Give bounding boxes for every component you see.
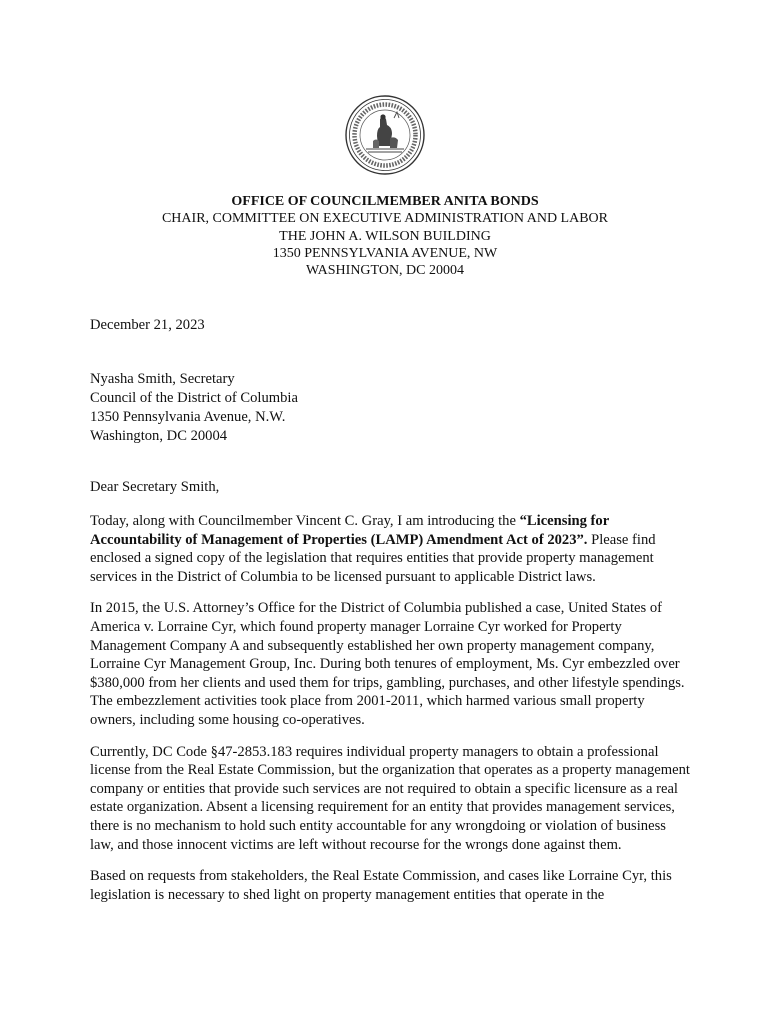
office-name: OFFICE OF COUNCILMEMBER ANITA BONDS [231, 194, 539, 209]
recipient-city: Washington, DC 20004 [90, 428, 228, 444]
paragraph-rationale: Based on requests from stakeholders, the Real Estate Commission, and cases like Lorraine Cyr, this legislation is necessary to shed light on property management entities that operate in the [90, 868, 672, 903]
letterhead [0, 193, 770, 279]
letterhead-city: WASHINGTON, DC 20004 [305, 263, 465, 279]
letter-date: December 21, 2023 [90, 317, 205, 333]
letterhead-building: THE JOHN A. WILSON BUILDING [279, 228, 491, 244]
paragraph-case: In 2015, the U.S. Attorney’s Office for the District of Columbia published a case, United States of America v. Lorraine Cyr, which found property manager Lorraine Cyr worked for Property Management Company A and subsequently established her own property management company, Lorraine Cyr Management Group, Inc. During both tenures of employment, Ms. Cyr embezzled over $380,000 from her clients and used them for trips, gambling, purchases, and other lifestyle spendings. The embezzlement activities took place from 2001-2011, which harmed various small property owners, including some housing co-operatives. [90, 600, 685, 728]
paragraph-current-law: Currently, DC Code §47-2853.183 requires individual property managers to obtain a professional license from the Real Estate Commission, but the organization that operates as a property management company or entities that provide such services are not required to obtain a specific licensure as a real estate organization. Absent a licensing requirement for an entity that provides management services, there is no mechanism to hold such entity accountable for any wrongdoing or violation of business law, and those innocent victims are left without recourse for the wrongs done against them. [90, 743, 690, 853]
salutation: Dear Secretary Smith, [90, 479, 220, 495]
recipient-street: 1350 Pennsylvania Avenue, N.W. [90, 409, 286, 425]
recipient-address [90, 370, 298, 446]
paragraph-intro: Today, along with Councilmember Vincent C. Gray, I am introducing the “Licensing for Accountability of Management of Properties (LAMP) Amendment Act of 2023”. Please find enclosed a signed copy of the legislation that requires entities that provide property management services in the District of Columbia to be licensed pursuant to applicable District laws. [90, 513, 656, 585]
bill-title: “Licensing for Accountability of Management of Properties (LAMP) Amendment Act of 2023”. [90, 513, 609, 548]
recipient-name: Nyasha Smith, Secretary [90, 371, 235, 387]
letterhead-title: CHAIR, COMMITTEE ON EXECUTIVE ADMINISTRATION AND LABOR [161, 211, 609, 227]
letter-body [90, 512, 690, 917]
letterhead-street: 1350 PENNSYLVANIA AVENUE, NW [272, 245, 498, 261]
district-seal-icon [344, 94, 426, 176]
recipient-org: Council of the District of Columbia [90, 390, 298, 406]
